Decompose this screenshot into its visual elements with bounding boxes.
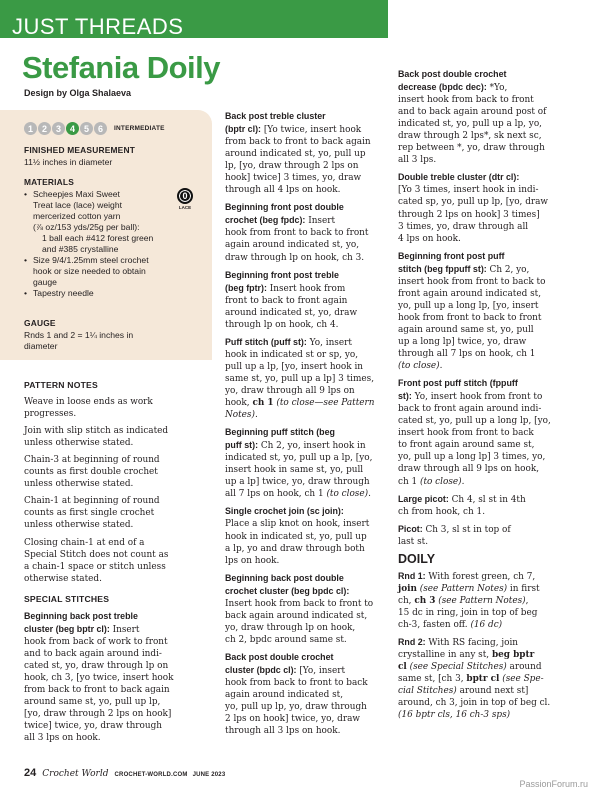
column-1 bbox=[24, 379, 209, 749]
finished-text: 11½ inches in diameter bbox=[24, 157, 113, 167]
skill-level-2: 2 bbox=[38, 122, 51, 135]
pattern-note: Weave in loose ends as work progresses. bbox=[24, 397, 153, 420]
doily-heading: DOILY bbox=[398, 551, 436, 566]
pattern-note: Chain-3 at beginning of round counts as first double crochet unless otherwise stated. bbox=[24, 455, 160, 490]
pattern-notes-heading: PATTERN NOTES bbox=[24, 380, 98, 390]
pattern-note: Join with slip stitch as indicated unless otherwise stated. bbox=[24, 426, 169, 449]
stitch-beg-fppuff-st: Beginning front post puff stitch (beg fppuff st): Ch 2, yo, insert hook from front to back to front again around indicated st, yo, pull up a long lp, [yo, insert hook from front to back to front again around same st, yo, pull up a long lp] twice, yo, draw through all 7 lps on hook, ch 1 (to close). bbox=[398, 250, 546, 372]
yarn-weight-label: LACE bbox=[178, 205, 192, 210]
page-title: Stefania Doily bbox=[22, 50, 220, 85]
material-item: • Scheepjes Maxi Sweet Treat lace (lace) weight mercerized cotton yarn (⅞ oz/153 yds/25g per ball): 1 ball each #412 forest green and #385 crystalline bbox=[24, 189, 204, 255]
gauge: GAUGE Rnds 1 and 2 = 1¼ inches in diameter bbox=[24, 318, 204, 352]
stitch-bpdc-cl: Back post double crochet cluster (bpdc cl): [Yo, insert hook from back to front to back again around indicated st, yo, pull up lp, yo, draw through 2 lps on hook] twice, yo, draw through all 3 lps on hook. bbox=[225, 651, 368, 737]
skill-level-label: INTERMEDIATE bbox=[114, 125, 165, 132]
watermark: PassionForum.ru bbox=[519, 779, 588, 789]
column-2 bbox=[225, 110, 393, 742]
section-header: JUST THREADS bbox=[12, 14, 184, 39]
yarn-weight-icon bbox=[174, 188, 196, 218]
material-item: • Tapestry needle bbox=[24, 288, 204, 299]
stitch-bpdc-dec: Back post double crochet decrease (bpdc dec): *Yo, insert hook from back to front and to back again around post of indicated st, yo, pull up a lp, yo, draw through 2 lps*, sk next sc, rep between *, yo, draw through all 3 lps. bbox=[398, 69, 547, 166]
skill-level-4-active: 4 bbox=[66, 122, 79, 135]
gauge-heading: GAUGE bbox=[24, 318, 56, 328]
page-footer bbox=[24, 767, 225, 779]
issue-date: JUNE 2023 bbox=[192, 772, 226, 778]
skill-level-6: 6 bbox=[94, 122, 107, 135]
round-2: Rnd 2: With RS facing, join crystalline in any st, beg bptr cl (see Special Stitches) around same st, [ch 3, bptr cl (see Spe- cial Stitches) around next st] around, ch 3, join in top of beg cl. (16 bptr cls, 16 ch-3 sps) bbox=[398, 637, 551, 721]
materials-heading: MATERIALS bbox=[24, 177, 75, 187]
stitch-beg-fptr: Beginning front post treble (beg fptr): Insert hook from front to back to front again around indicated st, yo, draw through lp on hook, ch 4. bbox=[225, 269, 358, 330]
skill-level-5: 5 bbox=[80, 122, 93, 135]
finished-heading: FINISHED MEASUREMENT bbox=[24, 145, 136, 155]
stitch-bptr-cl: Back post treble cluster (bptr cl): [Yo twice, insert hook from back to front to back again around indicated st, yo, pull up lp, [yo, draw through 2 lps on hook] twice] 3 times, yo, draw through all 4 lps on hook. bbox=[225, 111, 371, 196]
stitch-puff-st: Puff stitch (puff st): Yo, insert hook in indicated st or sp, yo, pull up a lp, [yo, insert hook in same st, yo, pull up a lp] 3 times, yo, draw through all 9 lps on hook, ch 1 (to close—see Pattern Notes). bbox=[225, 336, 375, 421]
column-3 bbox=[398, 68, 572, 726]
stitch-beg-fpdc: Beginning front post double crochet (beg fpdc): Insert hook from front to back to front again around indicated st, yo, draw through lp on hook, ch 3. bbox=[225, 202, 369, 263]
stitch-fppuff-st: Front post puff stitch (fppuff st): Yo, insert hook from front to back to front again around indi- cated st, yo, pull up a long lp, [yo, insert hook from front to back to front again around same st, yo, pull up a long lp] 3 times, yo, draw through all 9 lps on hook, ch 1 (to close). bbox=[398, 378, 551, 487]
stitch-beg-bptr-cl: Beginning back post treble cluster (beg bptr cl): Insert hook from back of work to front and to back again around indi- cated st, yo, draw through lp on hook, ch 3, [yo twice, insert hook from back to front to back again around same st, yo, pull up lp, [yo, draw through 2 lps on hook] twice] twice, yo, draw through all 3 lps on hook. bbox=[24, 610, 174, 744]
special-stitches-heading: SPECIAL STITCHES bbox=[24, 593, 110, 604]
page-number: 24 bbox=[24, 767, 37, 779]
skill-level-3: 3 bbox=[52, 122, 65, 135]
stitch-large-picot: Large picot: Ch 4, sl st in 4th ch from hook, ch 1. bbox=[398, 493, 526, 517]
skill-level-1: 1 bbox=[24, 122, 37, 135]
magazine-website: CROCHET-WORLD.COM bbox=[114, 772, 188, 778]
stitch-beg-bpdc-cl: Beginning back post double crochet cluster (beg bpdc cl): Insert hook from back to front to back again around indicated st, yo, draw through lp on hook, ch 2, bpdc around same st. bbox=[225, 572, 374, 645]
material-item: • Size 9/4/1.25mm steel crochet hook or size needed to obtain gauge bbox=[24, 255, 204, 288]
stitch-picot: Picot: Ch 3, sl st in top of last st. bbox=[398, 523, 511, 547]
magazine-name: Crochet World bbox=[42, 769, 109, 779]
designer-credit: Design by Olga Shalaeva bbox=[24, 88, 132, 98]
round-1: Rnd 1: With forest green, ch 7, join (see Pattern Notes) in first ch, ch 3 (see Pattern Notes), 15 dc in ring, join in top of beg ch-3, fasten off. (16 dc) bbox=[398, 570, 540, 630]
stitch-sc-join: Single crochet join (sc join): Place a slip knot on hook, insert hook in indicated st, yo, pull up a lp, yo and draw through both lps on hook. bbox=[225, 506, 370, 566]
pattern-note: Chain-1 at beginning of round counts as first single crochet unless otherwise stated. bbox=[24, 496, 160, 531]
stitch-beg-puff-st: Beginning puff stitch (beg puff st): Ch 2, yo, insert hook in indicated st, yo, pull up a lp, [yo, insert hook in same st, yo, pull up a lp] twice, yo, draw through all 7 lps on hook, ch 1 (to close). bbox=[225, 427, 373, 500]
pattern-note: Closing chain-1 at end of a Special Stitch does not count as a chain-1 space or stitch unless otherwise stated. bbox=[24, 537, 169, 584]
yarn-weight-number: 0 bbox=[177, 188, 193, 204]
finished-measurement bbox=[24, 145, 204, 168]
skill-level bbox=[24, 122, 165, 135]
stitch-dtr-cl: Double treble cluster (dtr cl): [Yo 3 times, insert hook in indi- cated sp, yo, pull up lp, [yo, draw through 2 lps on hook] 3 times] 3 times, yo, draw through all 4 lps on hook. bbox=[398, 172, 549, 244]
